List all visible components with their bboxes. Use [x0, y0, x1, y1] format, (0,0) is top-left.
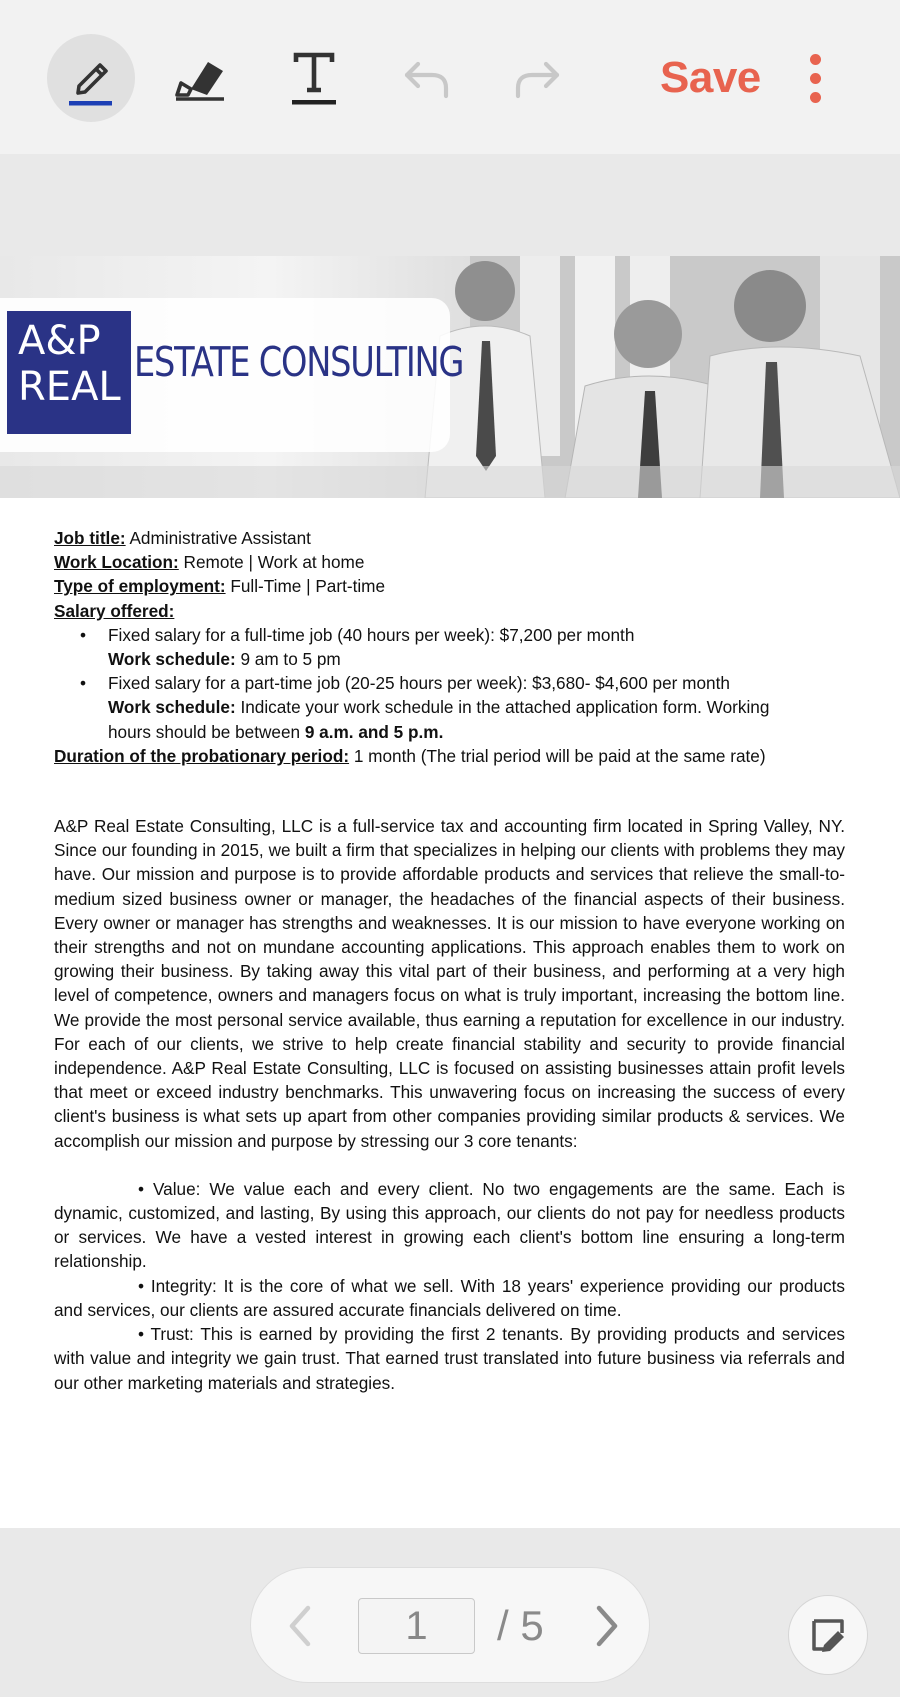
sign-pen-icon [808, 1615, 848, 1655]
schedule-part-time-hours: hours should be between 9 a.m. and 5 p.m. [108, 721, 444, 742]
employment-type-row: Type of employment: Full-Time | Part-time [54, 576, 386, 597]
sign-document-button[interactable] [788, 1595, 868, 1675]
schedule-full-time: Work schedule: 9 am to 5 pm [108, 649, 341, 670]
logo-line-2: REAL [18, 364, 121, 410]
pen-color-indicator [69, 101, 112, 106]
salary-bullet-part-time: • Fixed salary for a part-time job (20-25 hours per week): $3,680- $4,600 per month [54, 671, 845, 695]
more-vertical-icon [810, 54, 821, 65]
pen-icon [66, 50, 116, 106]
salary-heading: Salary offered: [54, 600, 175, 621]
schedule-part-time: Work schedule: Indicate your work schedule in the attached application form. Working [108, 697, 770, 718]
page-number-input[interactable]: 1 [358, 1598, 475, 1654]
chevron-right-icon [586, 1598, 626, 1654]
probation-row: Duration of the probationary period: 1 month (The trial period will be paid at the same rate) [54, 745, 766, 766]
core-tenant-trust: • Trust: This is earned by providing the first 2 tenants. By providing products and services with value and integrity we gain trust. That earned trust translated into future business via referrals and our other marketing materials and strategies. [54, 1324, 845, 1393]
page-total: / 5 [497, 1602, 544, 1649]
banner-image [0, 256, 900, 498]
redo-button[interactable] [493, 34, 581, 122]
document-page[interactable] [0, 256, 900, 1528]
text-icon [290, 50, 338, 106]
undo-button[interactable] [383, 34, 471, 122]
logo-line-1: A&P [18, 318, 101, 364]
company-logo [7, 311, 131, 434]
document-body [54, 526, 845, 1395]
text-tool-button[interactable] [270, 34, 358, 122]
core-tenant-integrity: • Integrity: It is the core of what we sell. With 18 years' experience providing our products and services, our clients are assured accurate financials delivered on time. [54, 1275, 845, 1320]
job-title-row: Job title: Administrative Assistant [54, 528, 311, 548]
redo-icon [512, 56, 562, 100]
salary-bullet-full-time: • Fixed salary for a full-time job (40 hours per week): $7,200 per month [54, 623, 845, 647]
chevron-left-icon [281, 1598, 321, 1654]
eraser-icon [174, 53, 228, 103]
more-options-button[interactable] [795, 50, 835, 106]
save-button[interactable]: Save [660, 53, 761, 102]
editor-toolbar [0, 0, 900, 154]
eraser-tool-button[interactable] [157, 34, 245, 122]
company-description: A&P Real Estate Consulting, LLC is a full-service tax and accounting firm located in Spring Valley, NY. Since our founding in 2015, we built a firm that specializes in helping our clients with problems they may have. Our mission and purpose is to provide affordable products and services that relieve the small-to-medium sized business owner or manager, the headaches of the financial aspects of their business. Every owner or manager has strengths and weaknesses. It is our mission to have everyone working on their strengths and not on mundane accounting applications. This approach enables them to work on growing their business. By taking away this vital part of their business, and performing at a very high level of competence, owners and managers focus on what is truly important, increasing the bottom line. We provide the most personal service available, thus earning a reputation for excellence in our industry. For each of our clients, we strive to help create financial stability and security to provide financial independence. A&P Real Estate Consulting, LLC is focused on assisting businesses attain profit levels that meet or exceed industry benchmarks. This unwavering focus on increasing the success of every client's business is what sets up apart from other companies providing similar products & services. We accomplish our mission and purpose by stressing our 3 core tenants: [54, 816, 845, 1151]
page-navigator [250, 1567, 650, 1683]
pen-tool-button[interactable] [47, 34, 135, 122]
logo-wordmark: ESTATE CONSULTING [134, 338, 464, 386]
core-tenant-value: • Value: We value each and every client. No two engagements are the same. Each is dynamic, customized, and lasting, By using this approach, our clients do not pay for needless products or services. We have a vested interest in growing each client's bottom line ensuring a long-term relationship. [54, 1178, 845, 1272]
next-page-button[interactable] [586, 1598, 626, 1654]
previous-page-button[interactable] [281, 1598, 321, 1654]
work-location-row: Work Location: Remote | Work at home [54, 552, 365, 573]
undo-icon [402, 56, 452, 100]
